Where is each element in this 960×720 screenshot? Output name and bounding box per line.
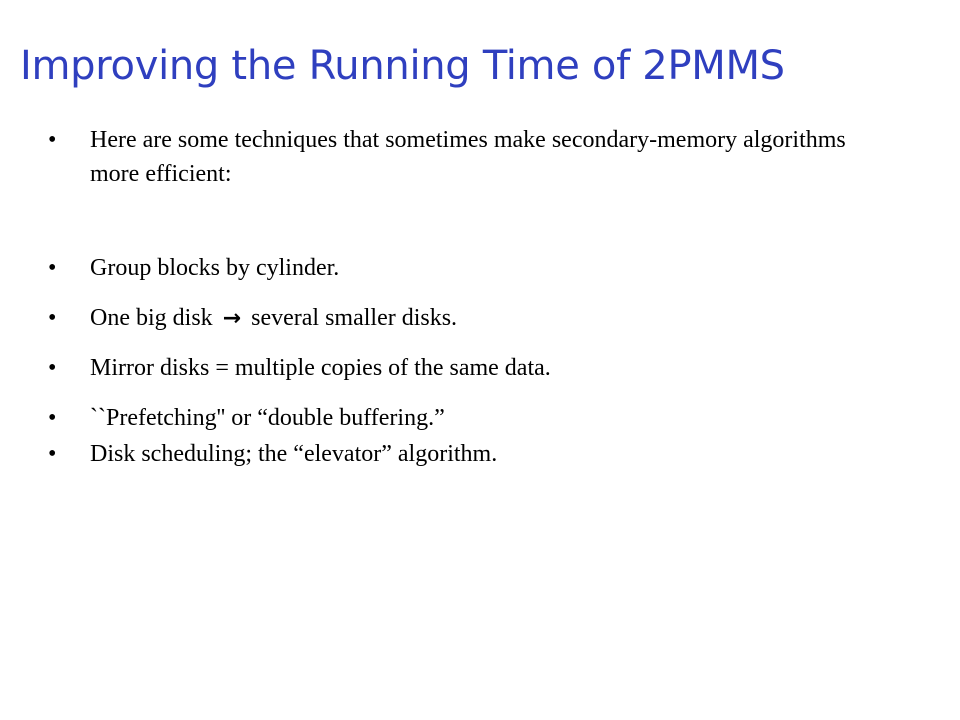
bullet-text: Here are some techniques that sometimes make secondary-memory algorithms more efficient: — [90, 127, 846, 187]
bullet-marker: • — [48, 305, 57, 331]
bullet-text-part: several smaller disks. — [251, 305, 458, 331]
bullet-item — [48, 123, 868, 191]
bullet-text: Mirror disks = multiple copies of the same data. — [90, 355, 551, 381]
bullet-text: Group blocks by cylinder. — [90, 255, 340, 281]
bullet-item — [48, 251, 868, 285]
bullet-item — [48, 351, 868, 385]
bullet-item — [48, 401, 868, 435]
bullet-text: Disk scheduling; the “elevator” algorithm. — [90, 441, 498, 467]
slide-title: Improving the Running Time of 2PMMS — [20, 43, 785, 89]
bullet-marker: • — [48, 355, 57, 381]
right-arrow-icon: → — [222, 306, 242, 331]
bullet-marker: • — [48, 441, 57, 467]
bullet-text — [90, 301, 868, 336]
bullet-marker: • — [48, 127, 57, 153]
bullet-item — [48, 301, 868, 336]
bullet-marker: • — [48, 255, 57, 281]
bullet-text: ``Prefetching'' or “double buffering.” — [90, 405, 445, 431]
bullet-text-part: One big disk — [90, 305, 213, 331]
bullet-marker: • — [48, 405, 57, 431]
bullet-item — [48, 437, 868, 471]
